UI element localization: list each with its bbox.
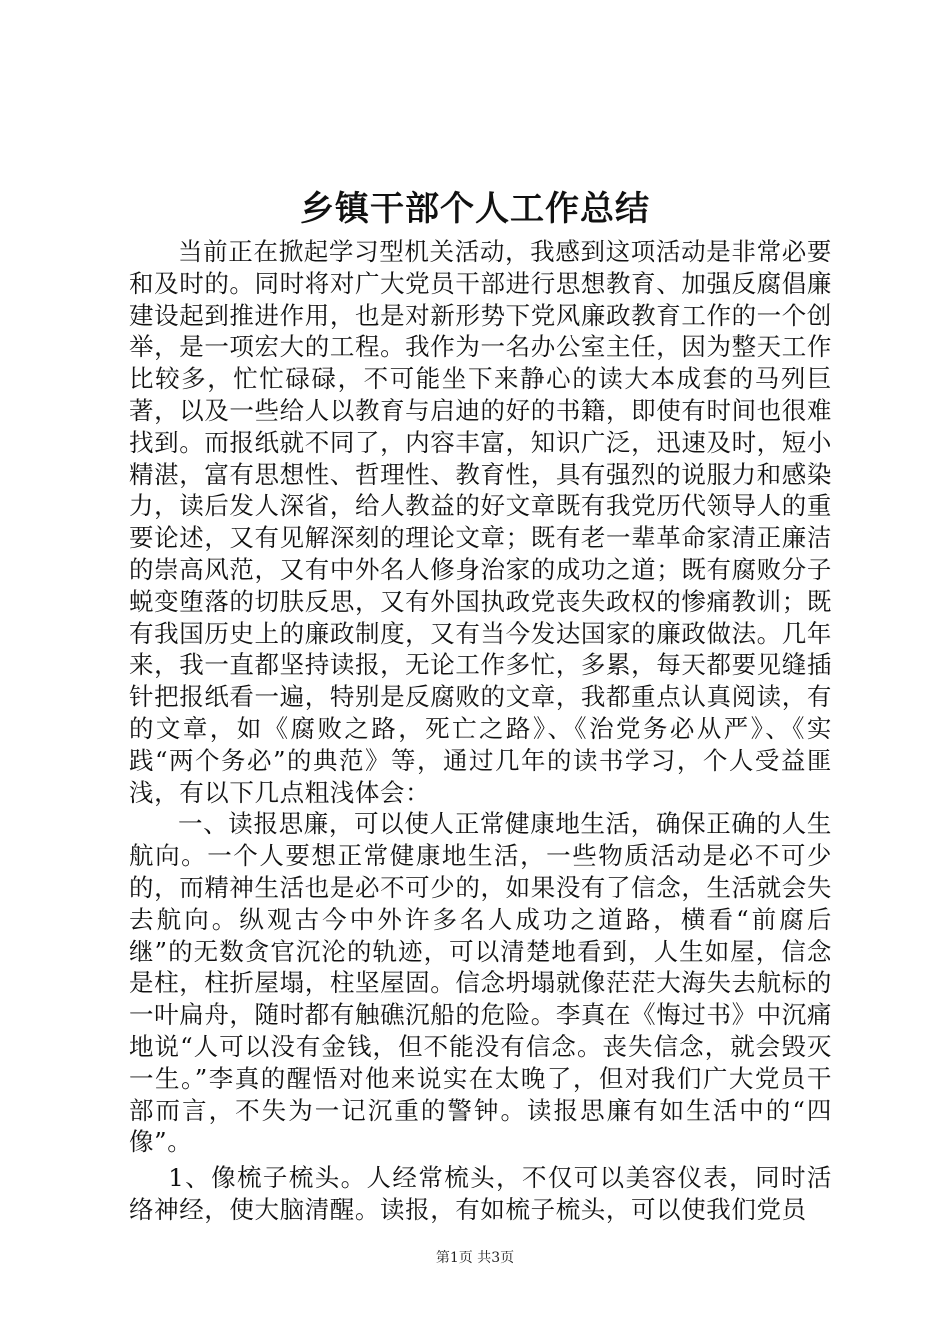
paragraph-intro: 当前正在掀起学习型机关活动，我感到这项活动是非常必要和及时的。同时将对广大党员干部进行思想教育、加强反腐倡廉建设起到推进作用，也是对新形势下党风廉政教育工作的一个创举，是一项宏大的工程。我作为一名办公室主任，因为整天工作比较多，忙忙碌碌，不可能坐下来静心的读大本成套的马列巨著，以及一些给人以教育与启迪的好的书籍，即使有时间也很难找到。而报纸就不同了，内容丰富，知识广泛，迅速及时，短小精湛，富有思想性、哲理性、教育性，具有强烈的说服力和感染力，读后发人深省，给人教益的好文章既有我党历代领导人的重要论述，又有见解深刻的理论文章；既有老一辈革命家清正廉洁的崇高风范，又有中外名人修身治家的成功之道；既有腐败分子蜕变堕落的切肤反思，又有外国执政党丧失政权的惨痛教训；既有我国历史上的廉政制度，又有当今发达国家的廉政做法。几年来，我一直都坚持读报，无论工作多忙，多累，每天都要见缝插针把报纸看一遍，特别是反腐败的文章，我都重点认真阅读，有的文章，如《腐败之路，死亡之路》、《治党务必从严》、《实践“两个务必”的典范》等，通过几年的读书学习，个人受益匪浅，有以下几点粗浅体会： bbox=[129, 237, 832, 807]
document-body bbox=[129, 236, 832, 1226]
page-footer: 第1页 共3页 bbox=[435, 1250, 515, 1266]
document-title: 乡镇干部个人工作总结 bbox=[300, 189, 650, 229]
paragraph-section-one: 一、读报思廉，可以使人正常健康地生活，确保正确的人生航向。一个人要想正常健康地生活，一些物质活动是必不可少的，而精神生活也是必不可少的，如果没有了信念，生活就会失去航向。纵观古今中外许多名人成功之道路，横看“前腐后继”的无数贪官沉沦的轨迹，可以清楚地看到，人生如屋，信念是柱，柱折屋塌，柱坚屋固。信念坍塌就像茫茫大海失去航标的一叶扁舟，随时都有触礁沉船的危险。李真在《悔过书》中沉痛地说“人可以没有金钱，但不能没有信念。丧失信念，就会毁灭一生。”李真的醒悟对他来说实在太晚了，但对我们广大党员干部而言，不失为一记沉重的警钟。读报思廉有如生活中的“四像”。 bbox=[129, 809, 832, 1157]
paragraph-item-one: 1、像梳子梳头。人经常梳头，不仅可以美容仪表，同时活络神经，使大脑清醒。读报，有如梳子梳头，可以使我们党员 bbox=[129, 1163, 832, 1224]
